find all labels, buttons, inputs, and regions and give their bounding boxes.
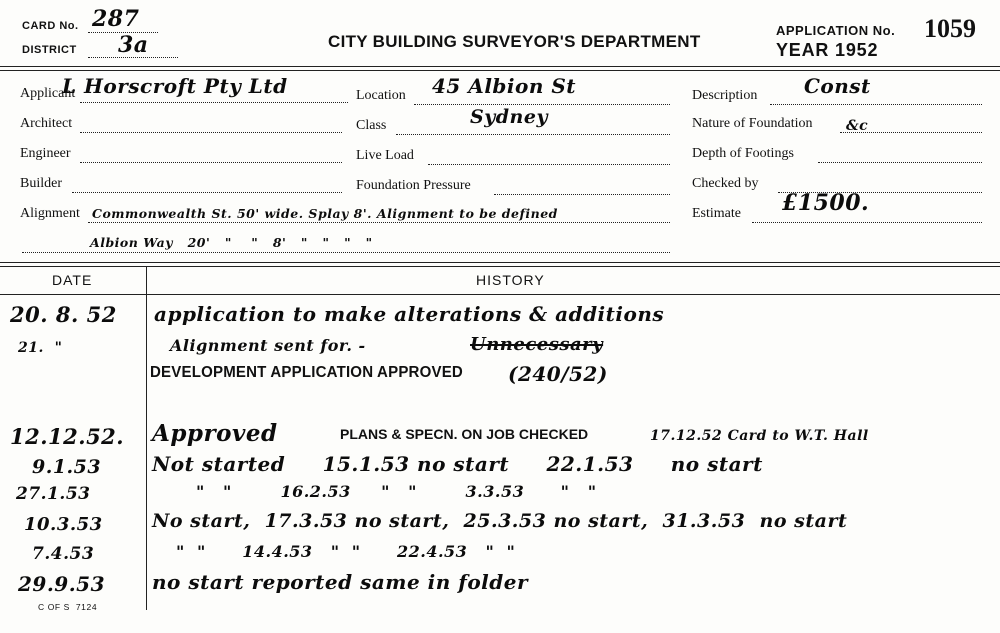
live-load-line — [428, 164, 670, 165]
row-6-text: " " 16.2.53 " " 3.3.53 " " — [196, 482, 597, 501]
department-title: CITY BUILDING SURVEYOR'S DEPARTMENT — [328, 32, 701, 51]
location-label: Location — [356, 88, 406, 103]
history-header-rule — [0, 294, 1000, 295]
row-6-date: 27.1.53 — [16, 484, 91, 504]
card-no-label: CARD No. — [22, 20, 79, 32]
checked-by-label: Checked by — [692, 176, 759, 191]
alignment-line-1 — [88, 222, 670, 223]
estimate-line — [752, 222, 982, 223]
architect-label: Architect — [20, 116, 73, 131]
row-8-text: " " 14.4.53 " " 22.4.53 " " — [176, 542, 516, 561]
row-2-struck-text: Unnecessary — [470, 334, 604, 355]
description-label: Description — [692, 88, 758, 103]
application-no-value: 1059 — [924, 14, 976, 43]
nature-of-foundation-value: &c — [846, 118, 869, 134]
architect-line — [80, 132, 342, 133]
applicant-value: L Horscroft Pty Ltd — [62, 74, 288, 98]
alignment-label: Alignment — [20, 206, 80, 221]
row-5-date: 9.1.53 — [32, 456, 102, 478]
alignment-text-2: Albion Way 20' " " 8' " " " " — [90, 235, 373, 250]
row-1-date: 20. 8. 52 — [10, 302, 117, 327]
location-value: 45 Albion St — [432, 74, 577, 98]
card-no-value: 287 — [92, 6, 140, 32]
date-column-divider — [146, 266, 147, 610]
engineer-line — [80, 162, 342, 163]
history-top-rule — [0, 262, 1000, 263]
row-5-text: Not started 15.1.53 no start 22.1.53 no start — [152, 452, 763, 476]
row-9-date: 29.9.53 — [18, 572, 106, 596]
history-top-rule-2 — [0, 266, 1000, 267]
plans-checked-stamp: PLANS & SPECN. ON JOB CHECKED — [340, 426, 589, 442]
description-value: Const — [804, 74, 871, 98]
district-value: 3a — [118, 32, 149, 58]
row-3-text: (240/52) — [508, 362, 608, 386]
application-no-label: APPLICATION No. — [776, 23, 896, 38]
row-1-text: application to make alterations & additions — [154, 302, 665, 326]
live-load-label: Live Load — [356, 148, 414, 163]
estimate-value: £1500. — [782, 190, 870, 216]
builder-label: Builder — [20, 176, 62, 191]
class-line — [396, 134, 670, 135]
date-header: DATE — [52, 272, 93, 288]
row-8-date: 7.4.53 — [32, 544, 95, 564]
row-7-date: 10.3.53 — [24, 514, 103, 535]
row-4-text: Approved — [152, 420, 278, 447]
location-line — [414, 104, 670, 105]
row-2-text: Alignment sent for. - — [170, 336, 366, 355]
foundation-pressure-label: Foundation Pressure — [356, 178, 471, 193]
row-4-date: 12.12.52. — [10, 424, 125, 449]
alignment-line-2 — [22, 252, 670, 253]
form-code: C OF S 7124 — [38, 602, 98, 612]
row-9-text: no start reported same in folder — [152, 570, 529, 594]
history-header: HISTORY — [476, 272, 545, 288]
top-rule-2 — [0, 70, 1000, 71]
description-line — [770, 104, 982, 105]
depth-of-footings-label: Depth of Footings — [692, 146, 794, 161]
applicant-label: Applicant — [20, 86, 76, 101]
depth-of-footings-line — [818, 162, 982, 163]
development-approved-stamp: DEVELOPMENT APPLICATION APPROVED — [150, 364, 463, 381]
foundation-pressure-line — [494, 194, 670, 195]
year-label: YEAR 1952 — [776, 40, 879, 60]
class-label: Class — [356, 118, 387, 133]
class-value: Sydney — [470, 106, 548, 128]
applicant-line — [80, 102, 348, 103]
estimate-label: Estimate — [692, 206, 741, 221]
engineer-label: Engineer — [20, 146, 71, 161]
row-7-text: No start, 17.3.53 no start, 25.3.53 no start, 31.3.53 no start — [152, 510, 848, 532]
district-label: DISTRICT — [22, 44, 77, 56]
row-4-extra: 17.12.52 Card to W.T. Hall — [650, 428, 869, 444]
top-rule — [0, 66, 1000, 67]
builder-line — [72, 192, 342, 193]
nature-of-foundation-label: Nature of Foundation — [692, 116, 813, 131]
row-2-date: 21. " — [18, 340, 63, 356]
alignment-text-1: Commonwealth St. 50' wide. Splay 8'. Alignment to be defined — [92, 206, 558, 221]
